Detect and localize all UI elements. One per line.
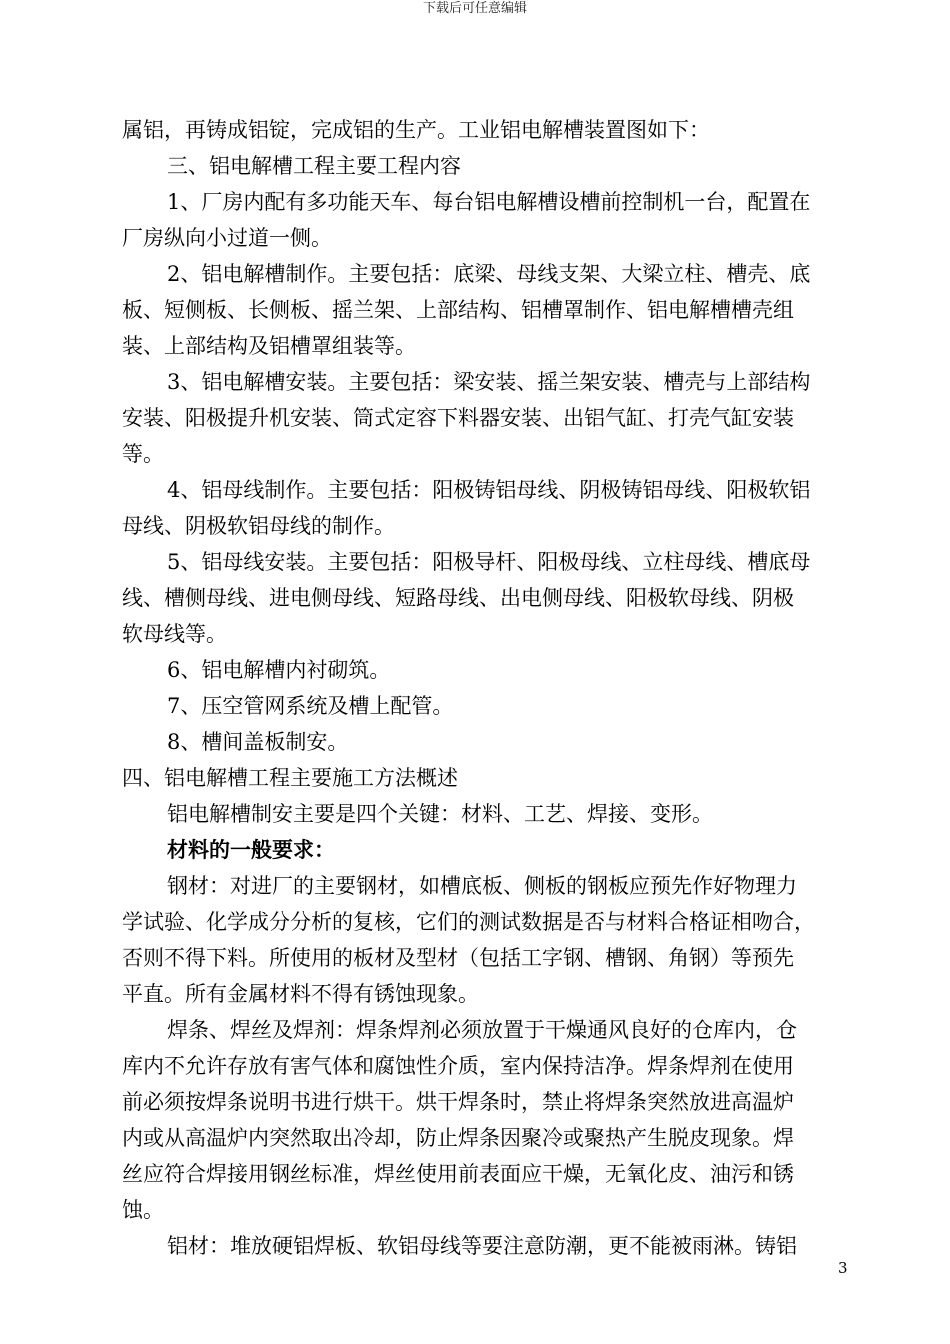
text-line: 否则不得下料。所使用的板材及型材（包括工字钢、槽钢、角钢）等预先 <box>122 946 794 970</box>
text-line: 铝电解槽制安主要是四个关键：材料、工艺、焊接、变形。 <box>167 802 713 826</box>
text-line: 丝应符合焊接用钢丝标准，焊丝使用前表面应干燥，无氧化皮、油污和锈 <box>122 1162 794 1186</box>
text-line: 板、短侧板、长侧板、摇兰架、上部结构、铝槽罩制作、铝电解槽槽壳组 <box>122 298 794 322</box>
text-line: 学试验、化学成分分析的复核，它们的测试数据是否与材料合格证相吻合， <box>122 910 815 934</box>
text-line: 蚀。 <box>122 1198 164 1222</box>
text-line: 6、铝电解槽内衬砌筑。 <box>167 658 391 682</box>
text-line: 8、槽间盖板制安。 <box>167 730 349 754</box>
text-line: 平直。所有金属材料不得有锈蚀现象。 <box>122 982 479 1006</box>
text-line: 库内不允许存放有害气体和腐蚀性介质，室内保持洁净。焊条焊剂在使用 <box>122 1054 794 1078</box>
text-line: 焊条、焊丝及焊剂：焊条焊剂必须放置于干燥通风良好的仓库内，仓 <box>167 1018 797 1042</box>
text-line: 铝材：堆放硬铝焊板、软铝母线等要注意防潮，更不能被雨淋。铸铝 <box>167 1234 797 1258</box>
text-line: 4、铝母线制作。主要包括：阳极铸铝母线、阴极铸铝母线、阳极软铝 <box>167 478 811 502</box>
text-line: 三、铝电解槽工程主要工程内容 <box>167 154 461 178</box>
text-line: 厂房纵向小过道一侧。 <box>122 226 332 250</box>
page-header: 下载后可任意编辑 <box>422 1 527 16</box>
text-line: 属铝，再铸成铝锭，完成铝的生产。工业铝电解槽装置图如下： <box>122 118 710 142</box>
text-line: 装、上部结构及铝槽罩组装等。 <box>122 334 416 358</box>
text-line: 线、槽侧母线、进电侧母线、短路母线、出电侧母线、阳极软母线、阴极 <box>122 586 794 610</box>
text-line: 7、压空管网系统及槽上配管。 <box>167 694 454 718</box>
text-line: 2、铝电解槽制作。主要包括：底梁、母线支架、大梁立柱、槽壳、底 <box>167 262 811 286</box>
text-line: 安装、阳极提升机安装、筒式定容下料器安装、出铝气缸、打壳气缸安装 <box>122 406 794 430</box>
page-number: 3 <box>838 1259 848 1277</box>
text-line: 3、铝电解槽安装。主要包括：梁安装、摇兰架安装、槽壳与上部结构 <box>167 370 811 394</box>
text-line: 内或从高温炉内突然取出冷却，防止焊条因聚冷或聚热产生脱皮现象。焊 <box>122 1126 794 1150</box>
text-line: 5、铝母线安装。主要包括：阳极导杆、阳极母线、立柱母线、槽底母 <box>167 550 811 574</box>
section-subheading: 材料的一般要求： <box>167 837 335 862</box>
text-line: 母线、阴极软铝母线的制作。 <box>122 514 395 538</box>
text-line: 等。 <box>122 442 164 466</box>
text-line: 前必须按焊条说明书进行烘干。烘干焊条时，禁止将焊条突然放进高温炉 <box>122 1090 794 1114</box>
document-body <box>122 112 850 1264</box>
text-line: 软母线等。 <box>122 622 227 646</box>
text-line: 钢材：对进厂的主要钢材，如槽底板、侧板的钢板应预先作好物理力 <box>167 874 797 898</box>
text-line: 1、厂房内配有多功能天车、每台铝电解槽设槽前控制机一台，配置在 <box>167 190 811 214</box>
text-line: 四、铝电解槽工程主要施工方法概述 <box>122 766 458 790</box>
